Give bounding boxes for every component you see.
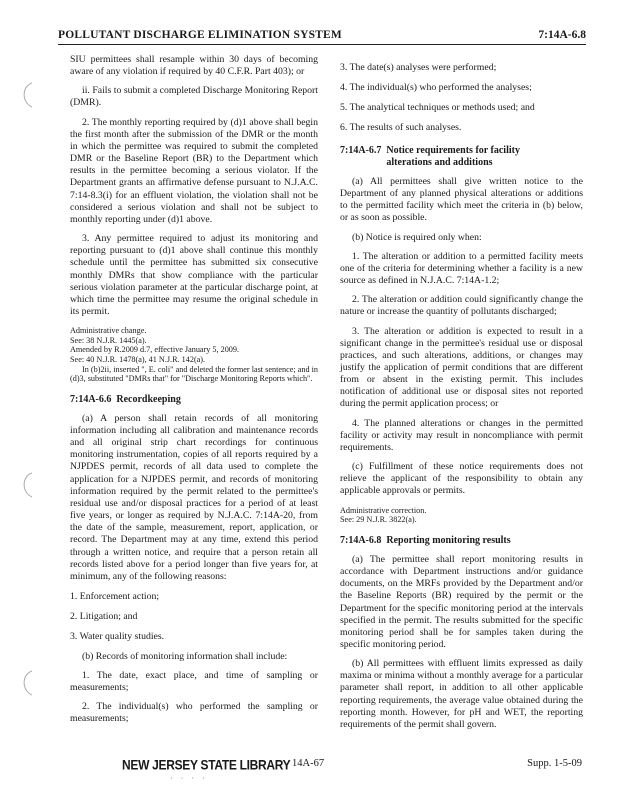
history-note: [340, 506, 583, 525]
section-title: Reporting monitoring results: [386, 534, 511, 546]
paragraph: 1. The alteration or addition to a permitted facility meets one of the criteria for determining whether a facility is a new source as defined in N.J.A.C. 7:14A-1.2;: [340, 250, 583, 287]
history-line: See: 29 N.J.R. 3822(a).: [340, 515, 417, 525]
header-section-code: 7:14A-6.8: [538, 29, 586, 41]
scan-speckles: · · · ·: [170, 774, 208, 783]
header-title: POLLUTANT DISCHARGE ELIMINATION SYSTEM: [58, 29, 342, 41]
history-note: [70, 326, 318, 384]
list-item: 5. The analytical techniques or methods used; and: [340, 102, 535, 114]
page-footer: [0, 756, 618, 786]
list-item: 3. Water quality studies.: [70, 631, 165, 643]
binder-hole-mark: [18, 80, 38, 110]
paragraph: (c) Fulfillment of these notice requirements does not relieve the applicant of the responsibility to obtain any applicable approvals or permits.: [340, 461, 583, 497]
page-number: 14A-67: [292, 758, 325, 769]
list-item: 3. The date(s) analyses were performed;: [340, 62, 497, 73]
paragraph: (a) All permittees shall give written notice to the Department of any planned physical alterations or additions to the permitted facility which meet the criteria in (b) below, or as soon as possible.: [340, 175, 583, 224]
paragraph: 2. The monthly reporting required by (d)1 above shall begin the first month after the submission of the DMR or the month in which the permittee was required to submit the completed DMR or the Baseline Report (BR) to the Department which results in the permittee becoming a serious violator. If the Department grants an affirmative defense pursuant to N.J.A.C. 7:14-8.3(i) for an effluent violation, the violation shall not be considered a serious violation and shall not be subject to monthly reporting under (d)1 above.: [70, 116, 318, 225]
right-column: [340, 54, 583, 731]
paragraph: (a) A person shall retain records of all monitoring information including all calibration and maintenance records and all original strip chart recordings for continuous monitoring instrumentation, copies of all reports required by a NJPDES permit, records of all data used to complete the application for a NJPDES permit, and records of monitoring information required by the permit related to the permittee's residual use and/or disposal practices for a period of at least five years, or longer as required by N.J.A.C. 7:14A-20, from the date of the sample, measurement, report, application, or record. The Department may at any time, extend this period through a written notice, and require that a person retain all records listed above for a period longer than five years for, at minimum, any of the following reasons:: [70, 412, 318, 582]
paragraph: 3. The alteration or addition is expected to result in a significant change in the permittee's residual use or disposal practices, and such alterations, additions, or changes may justify the application of permit conditions that are different from or absent in the existing permit. This includes notification of additional use or disposal sites not reported during the permit application process; or: [340, 325, 583, 410]
section-number: 7:14A-6.6: [70, 393, 112, 405]
section-title: Recordkeeping: [116, 393, 181, 405]
history-line: Administrative correction.: [340, 505, 427, 515]
paragraph: 3. Any permittee required to adjust its monitoring and reporting pursuant to (d)1 above shall continue this monthly schedule until the permittee has submitted six consecutive monthly DMRs that show compliance with the particular serious violation parameter at the particular discharge point, at which time the permittee may resume the original schedule in its permit.: [70, 233, 318, 317]
supplement-date: Supp. 1-5-09: [527, 758, 582, 769]
paragraph: 4. The planned alterations or changes in the permitted facility or activity may result in noncompliance with permit requirements.: [340, 417, 583, 453]
list-item: 6. The results of such analyses.: [340, 122, 462, 134]
list-item: 2. Litigation; and: [70, 611, 138, 623]
history-line: In (b)2ii, inserted ", E. coli" and deleted the former last sentence; and in (d)3, substituted "DMRs that" for "Discharge Monitoring Reports which".: [70, 364, 318, 384]
paragraph: (b) All permittees with effluent limits expressed as daily maxima or minima without a monthly average for a particular parameter shall report, in addition to all other applicable reporting requirements, the average value obtained during the reporting month. However, for pH and WET, the reporting requirements of the permit shall govern.: [340, 658, 583, 730]
binder-hole-mark: [18, 668, 38, 698]
section-heading: [340, 535, 583, 547]
library-stamp: NEW JERSEY STATE LIBRARY: [122, 756, 291, 774]
history-line: See: 40 N.J.R. 1478(a), 41 N.J.R. 142(a).: [70, 354, 206, 364]
history-line: Amended by R.2009 d.7, effective January 5, 2009.: [70, 345, 240, 355]
section-heading: [340, 145, 583, 169]
section-number: 7:14A-6.8: [340, 534, 382, 546]
section-title: Notice requirements for facility alterations and additions: [386, 144, 520, 168]
paragraph: SIU permittees shall resample within 30 days of becoming aware of any violation if required by 40 C.F.R. Part 403); or: [70, 54, 318, 78]
paragraph: (b) Notice is required only when:: [352, 231, 482, 243]
paragraph: (b) Records of monitoring information shall include:: [82, 650, 288, 662]
history-line: Administrative change.: [70, 326, 147, 336]
running-header: [58, 28, 586, 45]
left-column: [70, 54, 318, 725]
list-item: 4. The individual(s) who performed the analyses;: [340, 82, 532, 94]
list-item: 1. The date, exact place, and time of sampling or measurements;: [70, 669, 318, 693]
paragraph: 2. The alteration or addition could significantly change the nature or increase the quantity of pollutants discharged;: [340, 294, 583, 318]
binder-hole-mark: [18, 470, 38, 500]
paragraph: ii. Fails to submit a completed Discharge Monitoring Report (DMR).: [70, 85, 318, 109]
section-heading: [70, 394, 318, 406]
section-number: 7:14A-6.7: [340, 144, 382, 156]
list-item: 2. The individual(s) who performed the sampling or measurements;: [70, 700, 318, 725]
history-line: See: 38 N.J.R. 1445(a).: [70, 335, 147, 345]
paragraph: (a) The permittee shall report monitoring results in accordance with Department instructions and/or guidance documents, on the MRFs provided by the Department and/or the Baseline Reports (BR) required by the permit or the Department for the specific monitoring period at the intervals specified in the permit. The results submitted for the specific monitoring period shall be for samples taken during the specific monitoring period.: [340, 553, 583, 650]
list-item: 1. Enforcement action;: [70, 591, 160, 603]
